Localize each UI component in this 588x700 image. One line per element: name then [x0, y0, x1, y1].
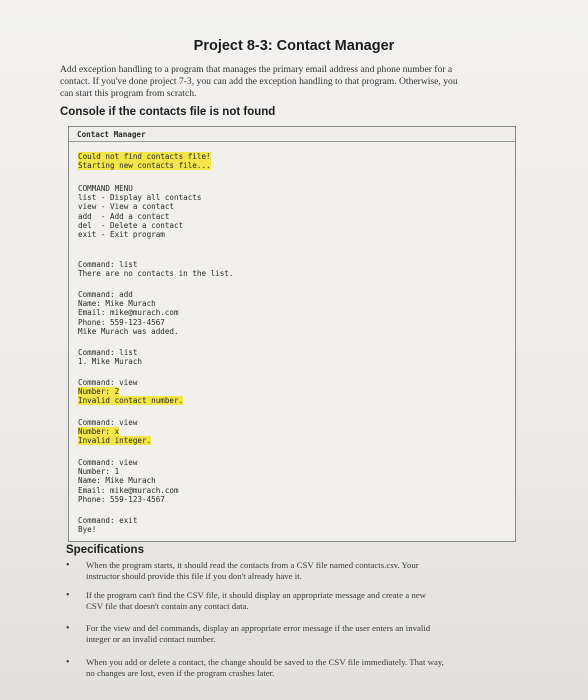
- console-line: Command: view: [78, 418, 138, 427]
- console-line: Command: list: [78, 260, 138, 269]
- specification-line: When the program starts, it should read the contacts from a CSV file named contacts.csv. Your: [86, 560, 419, 570]
- console-line-row: [78, 387, 183, 396]
- specification-line: instructor should provide this file if you don't already have it.: [86, 571, 302, 581]
- console-line: There are no contacts in the list.: [78, 269, 234, 279]
- console-line: list - Display all contacts: [78, 193, 202, 203]
- console-block: [78, 378, 183, 406]
- console-section-heading: Console if the contacts file is not found: [60, 106, 276, 118]
- console-line-row: [78, 396, 183, 405]
- console-line-row: [78, 516, 137, 525]
- console-line: Phone: 559-123-4567: [78, 317, 165, 327]
- console-line-row: [78, 357, 142, 366]
- specification-line: CSV file that doesn't contain any contact data.: [86, 601, 249, 611]
- console-line-row: [78, 476, 179, 485]
- console-line-row: [78, 525, 137, 534]
- console-line-row: [78, 184, 201, 193]
- console-block: [78, 516, 137, 534]
- console-line-row: [78, 467, 179, 476]
- console-line-row: [78, 458, 179, 467]
- bullet-icon: •: [66, 657, 70, 668]
- intro-line: contact. If you've done project 7-3, you can add the exception handling to that program. Otherwise, you: [60, 76, 458, 87]
- highlighted-console-line: Starting new contacts file...: [78, 161, 211, 171]
- console-line-row: [78, 161, 211, 170]
- intro-line: Add exception handling to a program that manages the primary email address and phone number for a: [60, 64, 453, 75]
- console-block: [78, 152, 211, 170]
- console-line: Command: view: [78, 378, 138, 387]
- specification-line: When you add or delete a contact, the change should be saved to the CSV file immediately. That way,: [86, 657, 444, 667]
- console-line: 1. Mike Murach: [78, 357, 143, 367]
- console-line-row: [78, 299, 179, 308]
- console-line: Mike Murach was added.: [78, 326, 179, 336]
- specification-line: no changes are lost, even if the program crashes later.: [86, 668, 275, 678]
- console-line: Command: exit: [78, 516, 138, 525]
- console-line: Number: 1: [78, 467, 120, 477]
- console-line: Name: Mike Murach: [78, 476, 156, 486]
- intro-line: can start this program from scratch.: [60, 88, 197, 99]
- console-line: COMMAND MENU: [78, 184, 133, 193]
- console-line-row: [78, 260, 233, 269]
- console-line: add - Add a contact: [78, 211, 170, 221]
- console-line: Command: view: [78, 458, 138, 467]
- console-block: [78, 184, 201, 239]
- console-line-row: [78, 378, 183, 387]
- console-line: Email: mike@murach.com: [78, 308, 179, 318]
- specification-text: [86, 657, 508, 679]
- highlighted-console-line: Number: 2: [78, 387, 120, 397]
- console-line: Command: add: [78, 290, 133, 299]
- page-title: Project 8-3: Contact Manager: [193, 38, 395, 54]
- console-line: view - View a contact: [78, 202, 175, 212]
- console-line-row: [78, 348, 142, 357]
- console-block: [78, 348, 142, 366]
- specification-text: [86, 560, 508, 582]
- bullet-icon: •: [66, 590, 70, 601]
- highlighted-console-line: Invalid contact number.: [78, 396, 184, 406]
- console-block: [78, 418, 151, 446]
- bullet-icon: •: [66, 623, 70, 634]
- console-block: [78, 260, 233, 278]
- console-line: Email: mike@murach.com: [78, 485, 179, 495]
- console-line-row: [78, 269, 233, 278]
- specifications-heading: Specifications: [66, 544, 144, 556]
- console-line-row: [78, 290, 179, 299]
- console-line: Name: Mike Murach: [78, 299, 156, 309]
- console-line: Bye!: [78, 525, 97, 535]
- console-line-row: [78, 193, 201, 202]
- console-title: Contact Manager: [77, 130, 146, 139]
- console-line-row: [78, 427, 151, 436]
- console-line-row: [78, 318, 179, 327]
- specification-text: [86, 590, 508, 612]
- specification-line: For the view and del commands, display an appropriate error message if the user enters an invalid: [86, 623, 431, 633]
- highlighted-console-line: Number: x: [78, 427, 120, 437]
- console-line-row: [78, 495, 179, 504]
- console-line: Command: list: [78, 348, 138, 357]
- highlighted-console-line: Invalid integer.: [78, 436, 152, 446]
- highlighted-console-line: Could not find contacts file!: [78, 152, 211, 161]
- console-line-row: [78, 327, 179, 336]
- console-block: [78, 290, 179, 336]
- specification-line: integer or an invalid contact number.: [86, 634, 216, 644]
- specification-text: [86, 623, 508, 645]
- console-window: [68, 126, 516, 542]
- specification-line: If the program can't find the CSV file, it should display an appropriate message and create a new: [86, 590, 426, 600]
- console-line-row: [78, 308, 179, 317]
- bullet-icon: •: [66, 560, 70, 571]
- console-header: [69, 127, 515, 142]
- console-line: Phone: 559-123-4567: [78, 494, 165, 504]
- console-line-row: [78, 212, 201, 221]
- console-block: [78, 458, 179, 504]
- console-line-row: [78, 230, 201, 239]
- console-line-row: [78, 436, 151, 445]
- console-line: exit - Exit program: [78, 230, 165, 240]
- console-line-row: [78, 486, 179, 495]
- console-line-row: [78, 152, 211, 161]
- console-line-row: [78, 418, 151, 427]
- console-line: del - Delete a contact: [78, 220, 184, 230]
- intro-paragraph: [60, 64, 530, 100]
- console-line-row: [78, 221, 201, 230]
- console-line-row: [78, 202, 201, 211]
